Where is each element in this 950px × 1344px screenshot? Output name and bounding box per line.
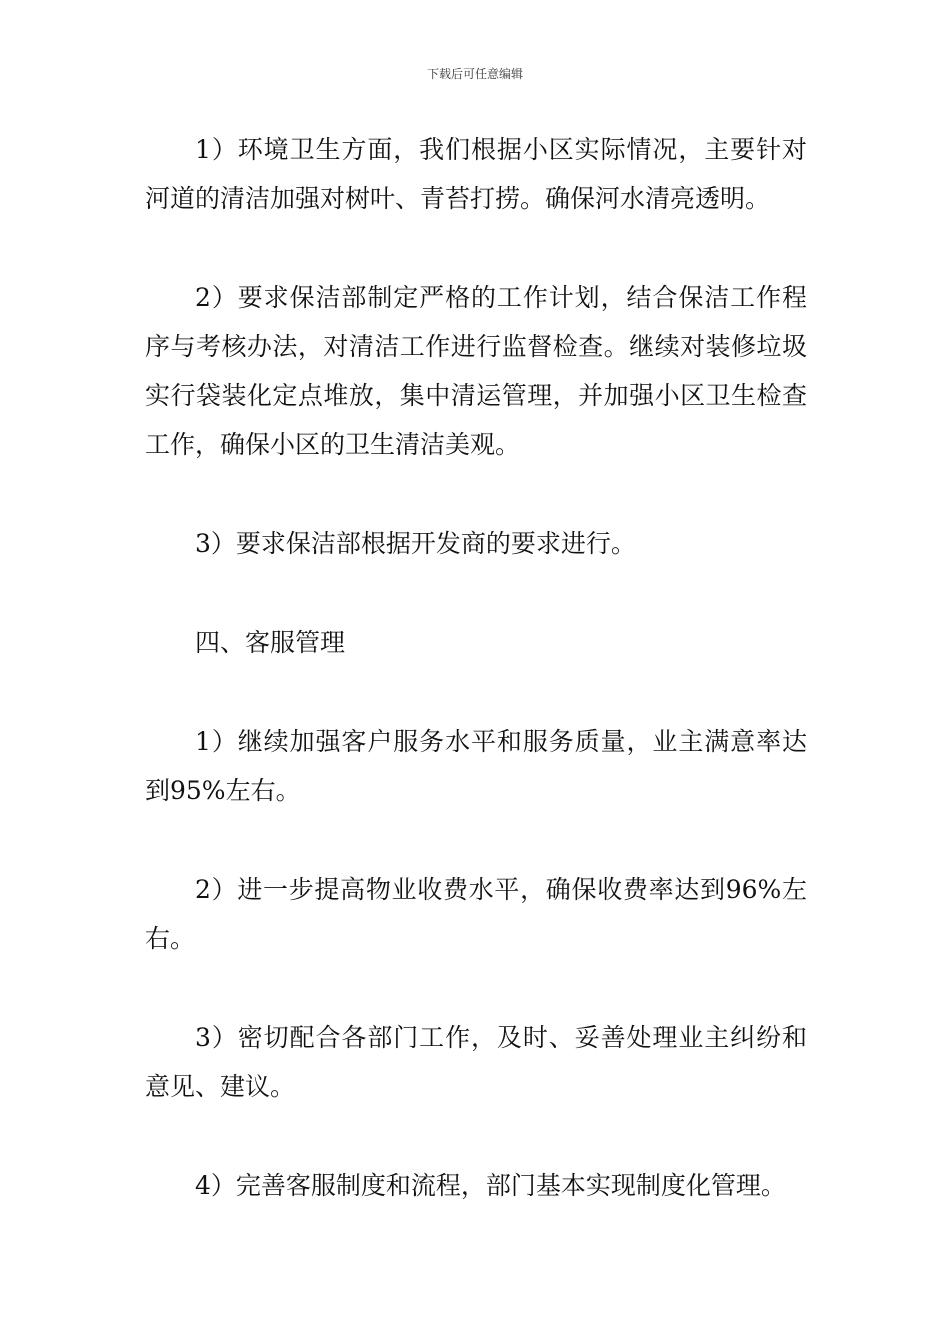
paragraph-developer-requirements: 3）要求保洁部根据开发商的要求进行。 xyxy=(195,529,636,558)
page-header: 下载后可任意编辑 xyxy=(426,67,523,81)
paragraph-department-cooperation: 3）密切配合各部门工作，及时、妥善处理业主纠纷和意见、建议。 xyxy=(145,1023,807,1101)
paragraph-fee-collection: 2）进一步提高物业收费水平，确保收费率达到96%左右。 xyxy=(145,875,807,953)
section-heading-customer-service: 四、客服管理 xyxy=(195,628,346,657)
paragraph-process-improvement: 4）完善客服制度和流程，部门基本实现制度化管理。 xyxy=(195,1171,786,1200)
paragraph-cleaning-plan: 2）要求保洁部制定严格的工作计划，结合保洁工作程序与考核办法，对清洁工作进行监督检查。继续对装修垃圾实行袋装化定点堆放，集中清运管理，并加强小区卫生检查工作，确保小区的卫生清洁美观。 xyxy=(145,283,807,459)
paragraph-service-quality: 1）继续加强客户服务水平和服务质量，业主满意率达到95%左右。 xyxy=(145,727,807,805)
paragraph-env-sanitation: 1）环境卫生方面，我们根据小区实际情况，主要针对河道的清洁加强对树叶、青苔打捞。确保河水清亮透明。 xyxy=(145,135,807,213)
document-body xyxy=(145,125,807,1260)
